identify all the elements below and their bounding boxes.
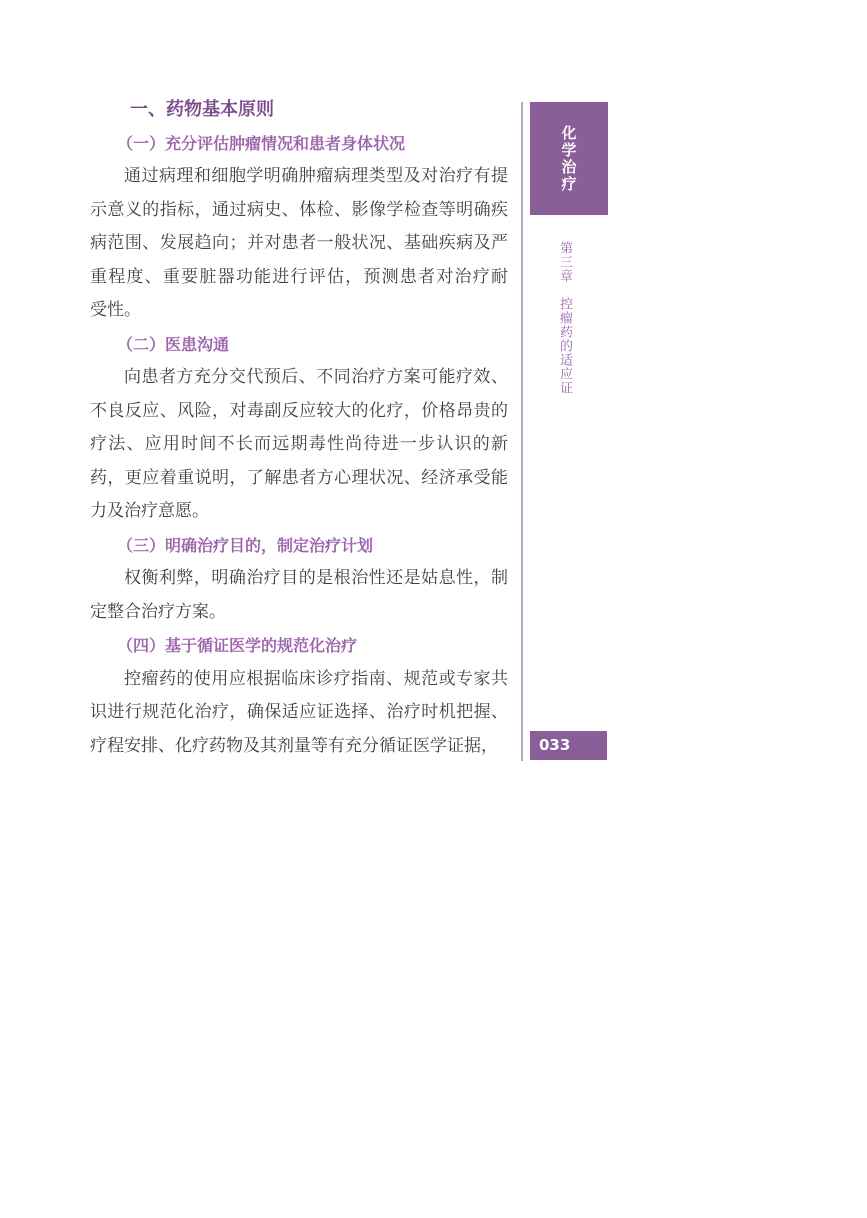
body-line: 控瘤药的使用应根据临床诊疗指南、规范或专家共 bbox=[124, 668, 508, 689]
subsection-heading: （二）医患沟通 bbox=[117, 334, 230, 354]
sidebar-divider bbox=[521, 102, 523, 761]
chapter-title: 控瘤药的适应证 bbox=[557, 297, 572, 395]
body-line: 不良反应、风险，对毒副反应较大的化疗，价格昂贵的 bbox=[90, 400, 508, 421]
part-tab-label: 化学治疗 bbox=[559, 124, 578, 193]
subsection-heading: （一）充分评估肿瘤情况和患者身体状况 bbox=[117, 133, 406, 153]
section-heading: 一、药物基本原则 bbox=[130, 99, 274, 120]
subsection-heading: （三）明确治疗目的，制定治疗计划 bbox=[117, 535, 374, 555]
body-line: 疗程安排、化疗药物及其剂量等有充分循证医学证据， bbox=[90, 735, 498, 756]
body-line: 重程度、重要脏器功能进行评估，预测患者对治疗耐 bbox=[90, 266, 508, 287]
body-line: 示意义的指标，通过病史、体检、影像学检查等明确疾 bbox=[90, 199, 508, 220]
body-line: 受性。 bbox=[90, 300, 141, 320]
body-line: 向患者方充分交代预后、不同治疗方案可能疗效、 bbox=[124, 367, 508, 387]
page-number-badge: 033 bbox=[530, 731, 607, 760]
body-line: 权衡利弊，明确治疗目的是根治性还是姑息性，制 bbox=[124, 568, 508, 588]
content-column bbox=[90, 93, 508, 763]
body-line: 病范围、发展趋向；并对患者一般状况、基础疾病及严 bbox=[90, 233, 508, 253]
body-line: 药，更应着重说明，了解患者方心理状况、经济承受能 bbox=[90, 467, 508, 488]
subsection-heading: （四）基于循证医学的规范化治疗 bbox=[117, 636, 358, 655]
body-line: 定整合治疗方案。 bbox=[90, 601, 226, 622]
body-line: 疗法、应用时间不长而远期毒性尚待进一步认识的新 bbox=[90, 434, 508, 454]
part-tab bbox=[530, 102, 608, 215]
body-line: 通过病理和细胞学明确肿瘤病理类型及对治疗有提 bbox=[124, 166, 508, 186]
body-line: 力及治疗意愿。 bbox=[90, 501, 209, 521]
body-line: 识进行规范化治疗，确保适应证选择、治疗时机把握、 bbox=[90, 702, 508, 722]
chapter-label: 第三章 bbox=[557, 241, 572, 283]
